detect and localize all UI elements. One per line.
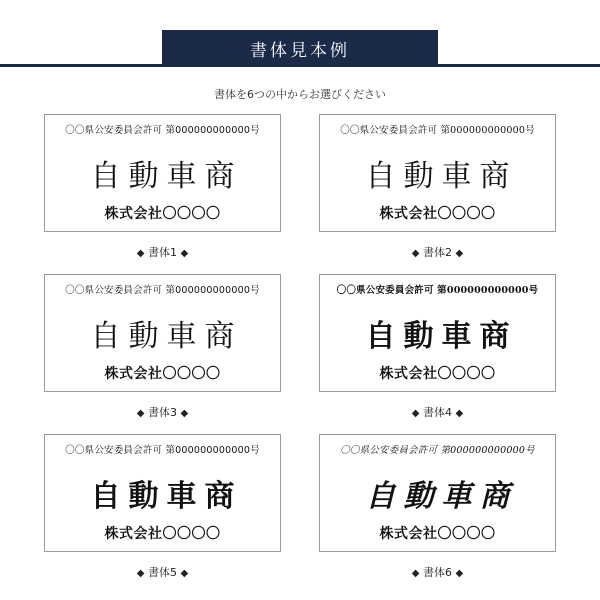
company-text: 株式会社〇〇〇〇 (379, 526, 496, 542)
font-sample-card-3 (44, 274, 281, 392)
permit-text: 〇〇県公安委員会許可 第000000000000号 (65, 285, 260, 296)
permit-text: 〇〇県公安委員会許可 第000000000000号 (340, 445, 535, 456)
main-text: 自動車商 (90, 159, 243, 194)
font-sample-card-6 (319, 434, 556, 552)
caption-label: 書体1 (148, 246, 177, 259)
company-text: 株式会社〇〇〇〇 (104, 206, 221, 222)
permit-text: 〇〇県公安委員会許可 第000000000000号 (336, 285, 539, 296)
permit-text: 〇〇県公安委員会許可 第000000000000号 (340, 125, 535, 136)
font-caption-3 (44, 404, 281, 420)
company-text: 株式会社〇〇〇〇 (104, 526, 221, 542)
diamond-icon: ◆ (136, 248, 145, 259)
diamond-icon: ◆ (411, 248, 420, 259)
caption-label: 書体3 (148, 406, 177, 419)
diamond-icon: ◆ (136, 408, 145, 419)
caption-label: 書体2 (423, 246, 452, 259)
diamond-icon: ◆ (455, 248, 464, 259)
font-sample-card-2 (319, 114, 556, 232)
caption-label: 書体4 (423, 406, 452, 419)
main-text: 自動車商 (365, 319, 518, 354)
diamond-icon: ◆ (455, 568, 464, 579)
diamond-icon: ◆ (180, 568, 189, 579)
font-sample-card-4 (319, 274, 556, 392)
diamond-icon: ◆ (180, 248, 189, 259)
main-text: 自動車商 (90, 320, 243, 353)
caption-label: 書体6 (423, 566, 452, 579)
diamond-icon: ◆ (411, 568, 420, 579)
font-caption-1 (44, 244, 281, 260)
permit-text: 〇〇県公安委員会許可 第000000000000号 (65, 445, 260, 456)
main-text: 自動車商 (90, 479, 243, 514)
diamond-icon: ◆ (411, 408, 420, 419)
font-caption-4 (319, 404, 556, 420)
company-text: 株式会社〇〇〇〇 (379, 366, 496, 382)
font-caption-5 (44, 564, 281, 580)
page-subtitle: 書体を6つの中からお選びください (214, 88, 386, 101)
permit-text: 〇〇県公安委員会許可 第000000000000号 (65, 125, 260, 136)
company-text: 株式会社〇〇〇〇 (104, 366, 221, 382)
font-caption-2 (319, 244, 556, 260)
diamond-icon: ◆ (136, 568, 145, 579)
font-sample-card-5 (44, 434, 281, 552)
page-title: 書体見本例 (162, 30, 438, 66)
font-sample-card-1 (44, 114, 281, 232)
diamond-icon: ◆ (455, 408, 464, 419)
main-text: 自動車商 (365, 479, 518, 514)
diamond-icon: ◆ (180, 408, 189, 419)
font-caption-6 (319, 564, 556, 580)
caption-label: 書体5 (148, 566, 177, 579)
main-text: 自動車商 (365, 159, 518, 194)
company-text: 株式会社〇〇〇〇 (379, 206, 496, 222)
